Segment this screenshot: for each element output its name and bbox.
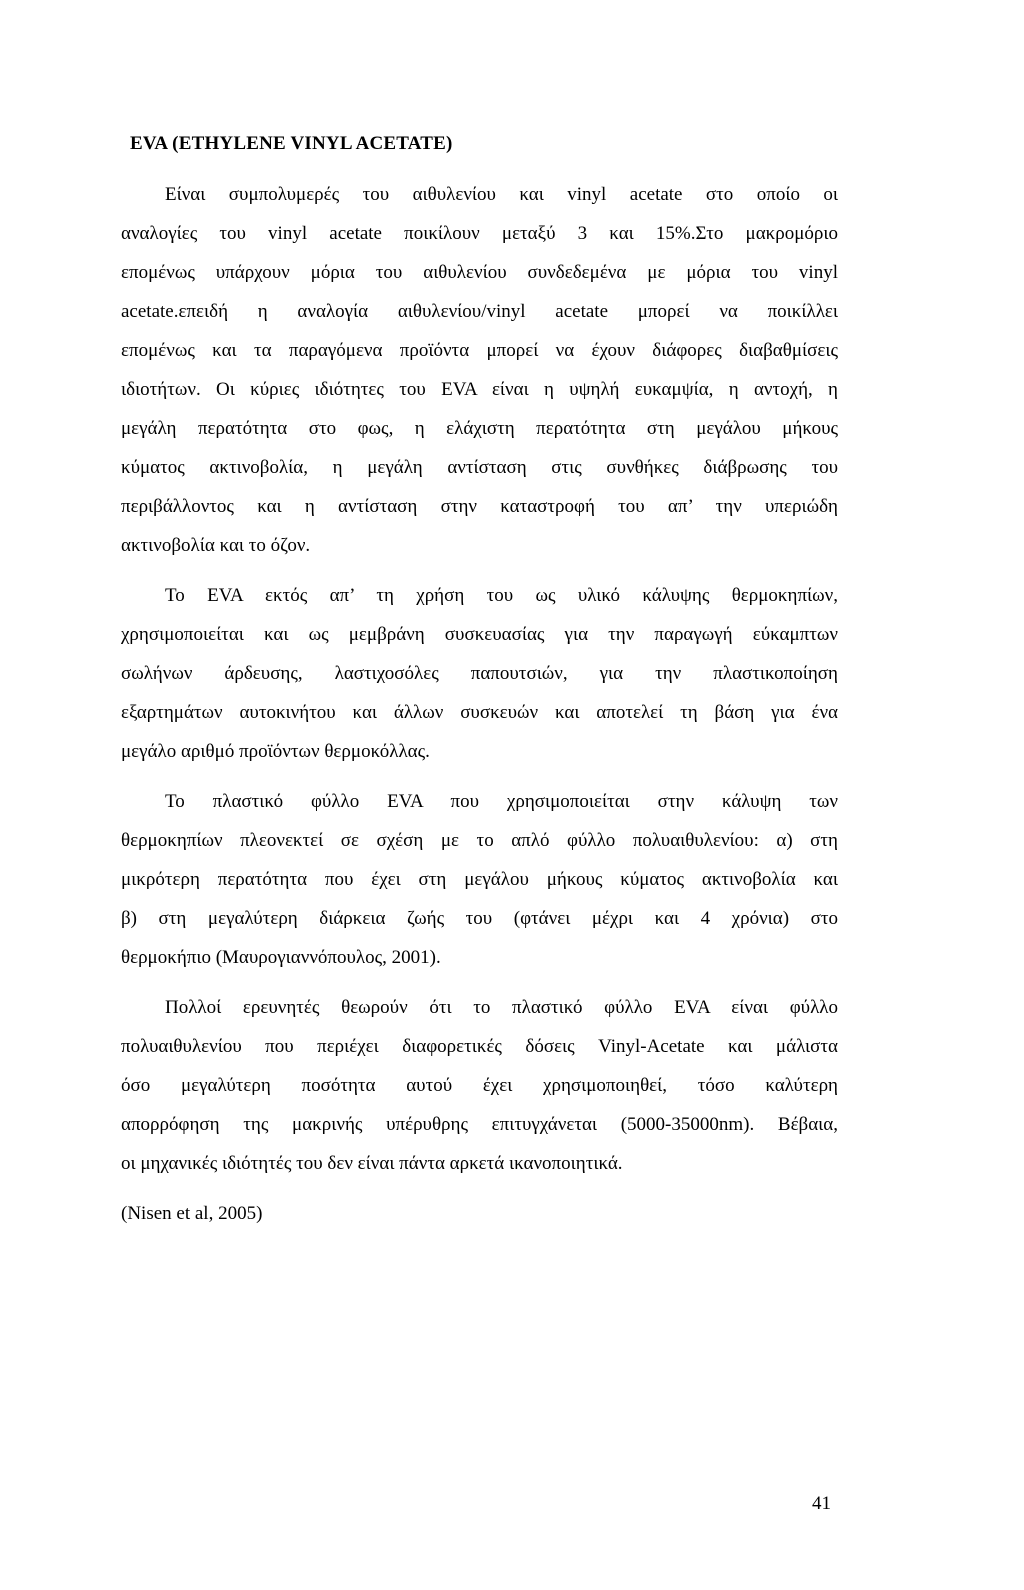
text-line: απορρόφηση της μακρινής υπέρυθρης επιτυγχάνεται (5000-35000nm). Βέβαια, bbox=[121, 1114, 838, 1135]
text-line: εξαρτημάτων αυτοκινήτου και άλλων συσκευών και αποτελεί τη βάση για ένα bbox=[121, 702, 838, 723]
text-line: Πολλοί ερευνητές θεωρούν ότι το πλαστικό φύλλο EVA είναι φύλλο bbox=[165, 997, 838, 1018]
text-line: κύματος ακτινοβολία, η μεγάλη αντίσταση στις συνθήκες διάβρωσης του bbox=[121, 457, 838, 478]
text-line: Το EVA εκτός απ’ τη χρήση του ως υλικό κάλυψης θερμοκηπίων, bbox=[165, 585, 838, 606]
paragraph-eva-uses bbox=[121, 576, 838, 771]
text-line: επομένως υπάρχουν μόρια του αιθυλενίου συνδεδεμένα με μόρια του vinyl bbox=[121, 262, 838, 283]
paragraph-eva-definition bbox=[121, 175, 838, 565]
text-line: μεγάλη περατότητα στο φως, η ελάχιστη περατότητα στη μεγάλου μήκους bbox=[121, 418, 838, 439]
text-line: όσο μεγαλύτερη ποσότητα αυτού έχει χρησιμοποιηθεί, τόσο καλύτερη bbox=[121, 1075, 838, 1096]
text-line: ακτινοβολία και το όζον. bbox=[121, 535, 311, 556]
document-body bbox=[121, 124, 838, 1233]
text-line: αναλογίες του vinyl acetate ποικίλουν μεταξύ 3 και 15%.Στο μακρομόριο bbox=[121, 223, 838, 244]
paragraph-eva-greenhouse bbox=[121, 782, 838, 977]
text-line: θερμοκηπίων πλεονεκτεί σε σχέση με το απλό φύλλο πολυαιθυλενίου: α) στη bbox=[121, 830, 838, 851]
text-line: ιδιοτήτων. Οι κύριες ιδιότητες του EVA είναι η υψηλή ευκαμψία, η αντοχή, η bbox=[121, 379, 838, 400]
text-line: Το πλαστικό φύλλο EVA που χρησιμοποιείται στην κάλυψη των bbox=[165, 791, 838, 812]
text-line: acetate.επειδή η αναλογία αιθυλενίου/vinyl acetate μπορεί να ποικίλλει bbox=[121, 301, 838, 322]
text-line: β) στη μεγαλύτερη διάρκεια ζωής του (φτάνει μέχρι και 4 χρόνια) στο bbox=[121, 908, 838, 929]
text-line: περιβάλλοντος και η αντίσταση στην καταστροφή του απ’ την υπεριώδη bbox=[121, 496, 838, 517]
text-line: Είναι συμπολυμερές του αιθυλενίου και vinyl acetate στο οποίο οι bbox=[165, 184, 838, 205]
text-line: μεγάλο αριθμό προϊόντων θερμοκόλλας. bbox=[121, 741, 430, 762]
text-line: πολυαιθυλενίου που περιέχει διαφορετικές δόσεις Vinyl-Acetate και μάλιστα bbox=[121, 1036, 838, 1057]
section-title: EVA (ETHYLENE VINYL ACETATE) bbox=[130, 133, 453, 154]
text-line: οι μηχανικές ιδιότητές του δεν είναι πάντα αρκετά ικανοποιητικά. bbox=[121, 1153, 623, 1174]
text-line: μικρότερη περατότητα που έχει στη μεγάλου μήκους κύματος ακτινοβολία και bbox=[121, 869, 838, 890]
paragraph-eva-research bbox=[121, 988, 838, 1183]
text-line: χρησιμοποιείται και ως μεμβράνη συσκευασίας για την παραγωγή εύκαμπτων bbox=[121, 624, 838, 645]
text-line: θερμοκήπιο (Μαυρογιαννόπουλος, 2001). bbox=[121, 947, 441, 968]
citation: (Nisen et al, 2005) bbox=[121, 1203, 263, 1224]
text-line: σωλήνων άρδευσης, λαστιχοσόλες παπουτσιών, για την πλαστικοποίηση bbox=[121, 663, 838, 684]
page-number: 41 bbox=[812, 1493, 831, 1514]
text-line: επομένως και τα παραγόμενα προϊόντα μπορεί να έχουν διάφορες διαβαθμίσεις bbox=[121, 340, 838, 361]
